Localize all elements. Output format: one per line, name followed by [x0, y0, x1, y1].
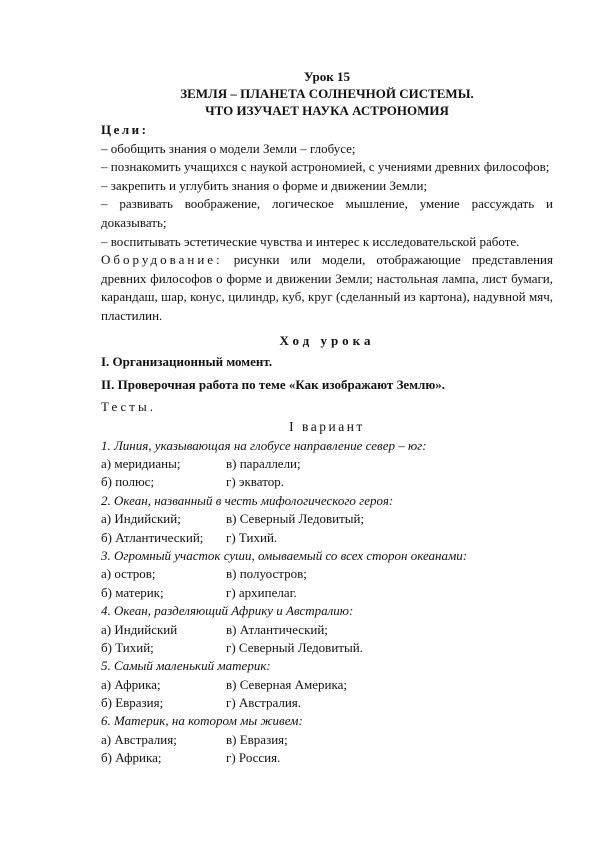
answer-option: в) Северный Ледовитый;	[226, 511, 365, 527]
answer-option: б) Тихий;	[101, 639, 154, 655]
answer-option: б) Евразия;	[101, 695, 164, 711]
answer-option: г) экватор.	[226, 474, 284, 490]
question-text: 6. Материк, на котором мы живем:	[101, 713, 303, 729]
variant-heading: I вариант	[289, 418, 365, 434]
question-block	[101, 602, 553, 657]
equipment-paragraph	[101, 251, 553, 325]
answer-option: в) полуостров;	[226, 566, 307, 582]
question-block	[101, 712, 553, 767]
answer-option: а) остров;	[101, 566, 156, 582]
lesson-title	[101, 68, 553, 119]
question-block	[101, 547, 553, 602]
tests-label: Тесты.	[101, 399, 156, 415]
goals-section	[101, 121, 553, 251]
answer-option: б) полюс;	[101, 474, 155, 490]
question-text: 5. Самый маленький материк:	[101, 658, 271, 674]
goal-item: – воспитывать эстетические чувства и интерес к исследовательской работе.	[101, 233, 520, 249]
question-block	[101, 657, 553, 712]
answer-option: в) Атлантический;	[226, 621, 328, 637]
goals-label: Цели:	[101, 122, 149, 137]
answer-option: б) Атлантический;	[101, 529, 204, 545]
goal-item: – закрепить и углубить знания о форме и движении Земли;	[101, 177, 428, 193]
question-block	[101, 492, 553, 547]
answer-option: г) Россия.	[226, 750, 281, 766]
answer-option: г) Австралия.	[226, 695, 302, 711]
lesson-title-line-2: ЧТО ИЗУЧАЕТ НАУКА АСТРОНОМИЯ	[205, 103, 449, 118]
goal-item: – познакомить учащихся с наукой астрономией, с учениями древних философов;	[101, 159, 550, 175]
equipment-text: рисунки или модели, отображающие представления древних философов о форме и движении Земли; настольная лампа, лист бумаги, карандаш, шар, конус, цилиндр, куб, круг (сделанный из картона), надувной мяч, пластилин.	[101, 252, 553, 323]
answer-option: г) архипелаг.	[226, 584, 297, 600]
question-text: 4. Океан, разделяющий Африку и Австралию:	[101, 603, 354, 619]
answer-option: а) меридианы;	[101, 456, 181, 472]
goal-item: – обобщить знания о модели Земли – глобусе;	[101, 140, 356, 156]
lesson-title-line-1: ЗЕМЛЯ – ПЛАНЕТА СОЛНЕЧНОЙ СИСТЕМЫ.	[180, 86, 474, 101]
answer-option: а) Индийский	[101, 621, 178, 637]
question-block	[101, 437, 553, 492]
answer-option: а) Индийский;	[101, 511, 181, 527]
question-text: 3. Огромный участок суши, омываемый со всех сторон океанами:	[101, 547, 468, 563]
answer-option: а) Африка;	[101, 676, 161, 692]
answer-option: а) Австралия;	[101, 732, 177, 748]
answer-option: б) Африка;	[101, 750, 162, 766]
answer-option: в) Евразия;	[226, 732, 288, 748]
section-heading: II. Проверочная работа по теме «Как изображают Землю».	[101, 376, 446, 392]
question-text: 1. Линия, указывающая на глобусе направление север – юг:	[101, 437, 427, 453]
question-list	[101, 437, 553, 768]
lesson-number: Урок 15	[304, 69, 350, 84]
answer-option: г) Северный Ледовитый.	[226, 639, 363, 655]
equipment-label: Оборудование:	[101, 252, 223, 268]
goal-item: – развивать воображение, логическое мышление, умение рассуждать и доказывать;	[101, 196, 553, 230]
section-heading: I. Организационный момент.	[101, 354, 273, 370]
document-page	[101, 68, 553, 768]
answer-option: в) Северная Америка;	[226, 676, 347, 692]
question-text: 2. Океан, названный в честь мифологического героя:	[101, 492, 394, 508]
answer-option: г) Тихий.	[226, 529, 278, 545]
answer-option: б) материк;	[101, 584, 164, 600]
course-heading: Ход урока	[279, 332, 375, 348]
answer-option: в) параллели;	[226, 456, 301, 472]
